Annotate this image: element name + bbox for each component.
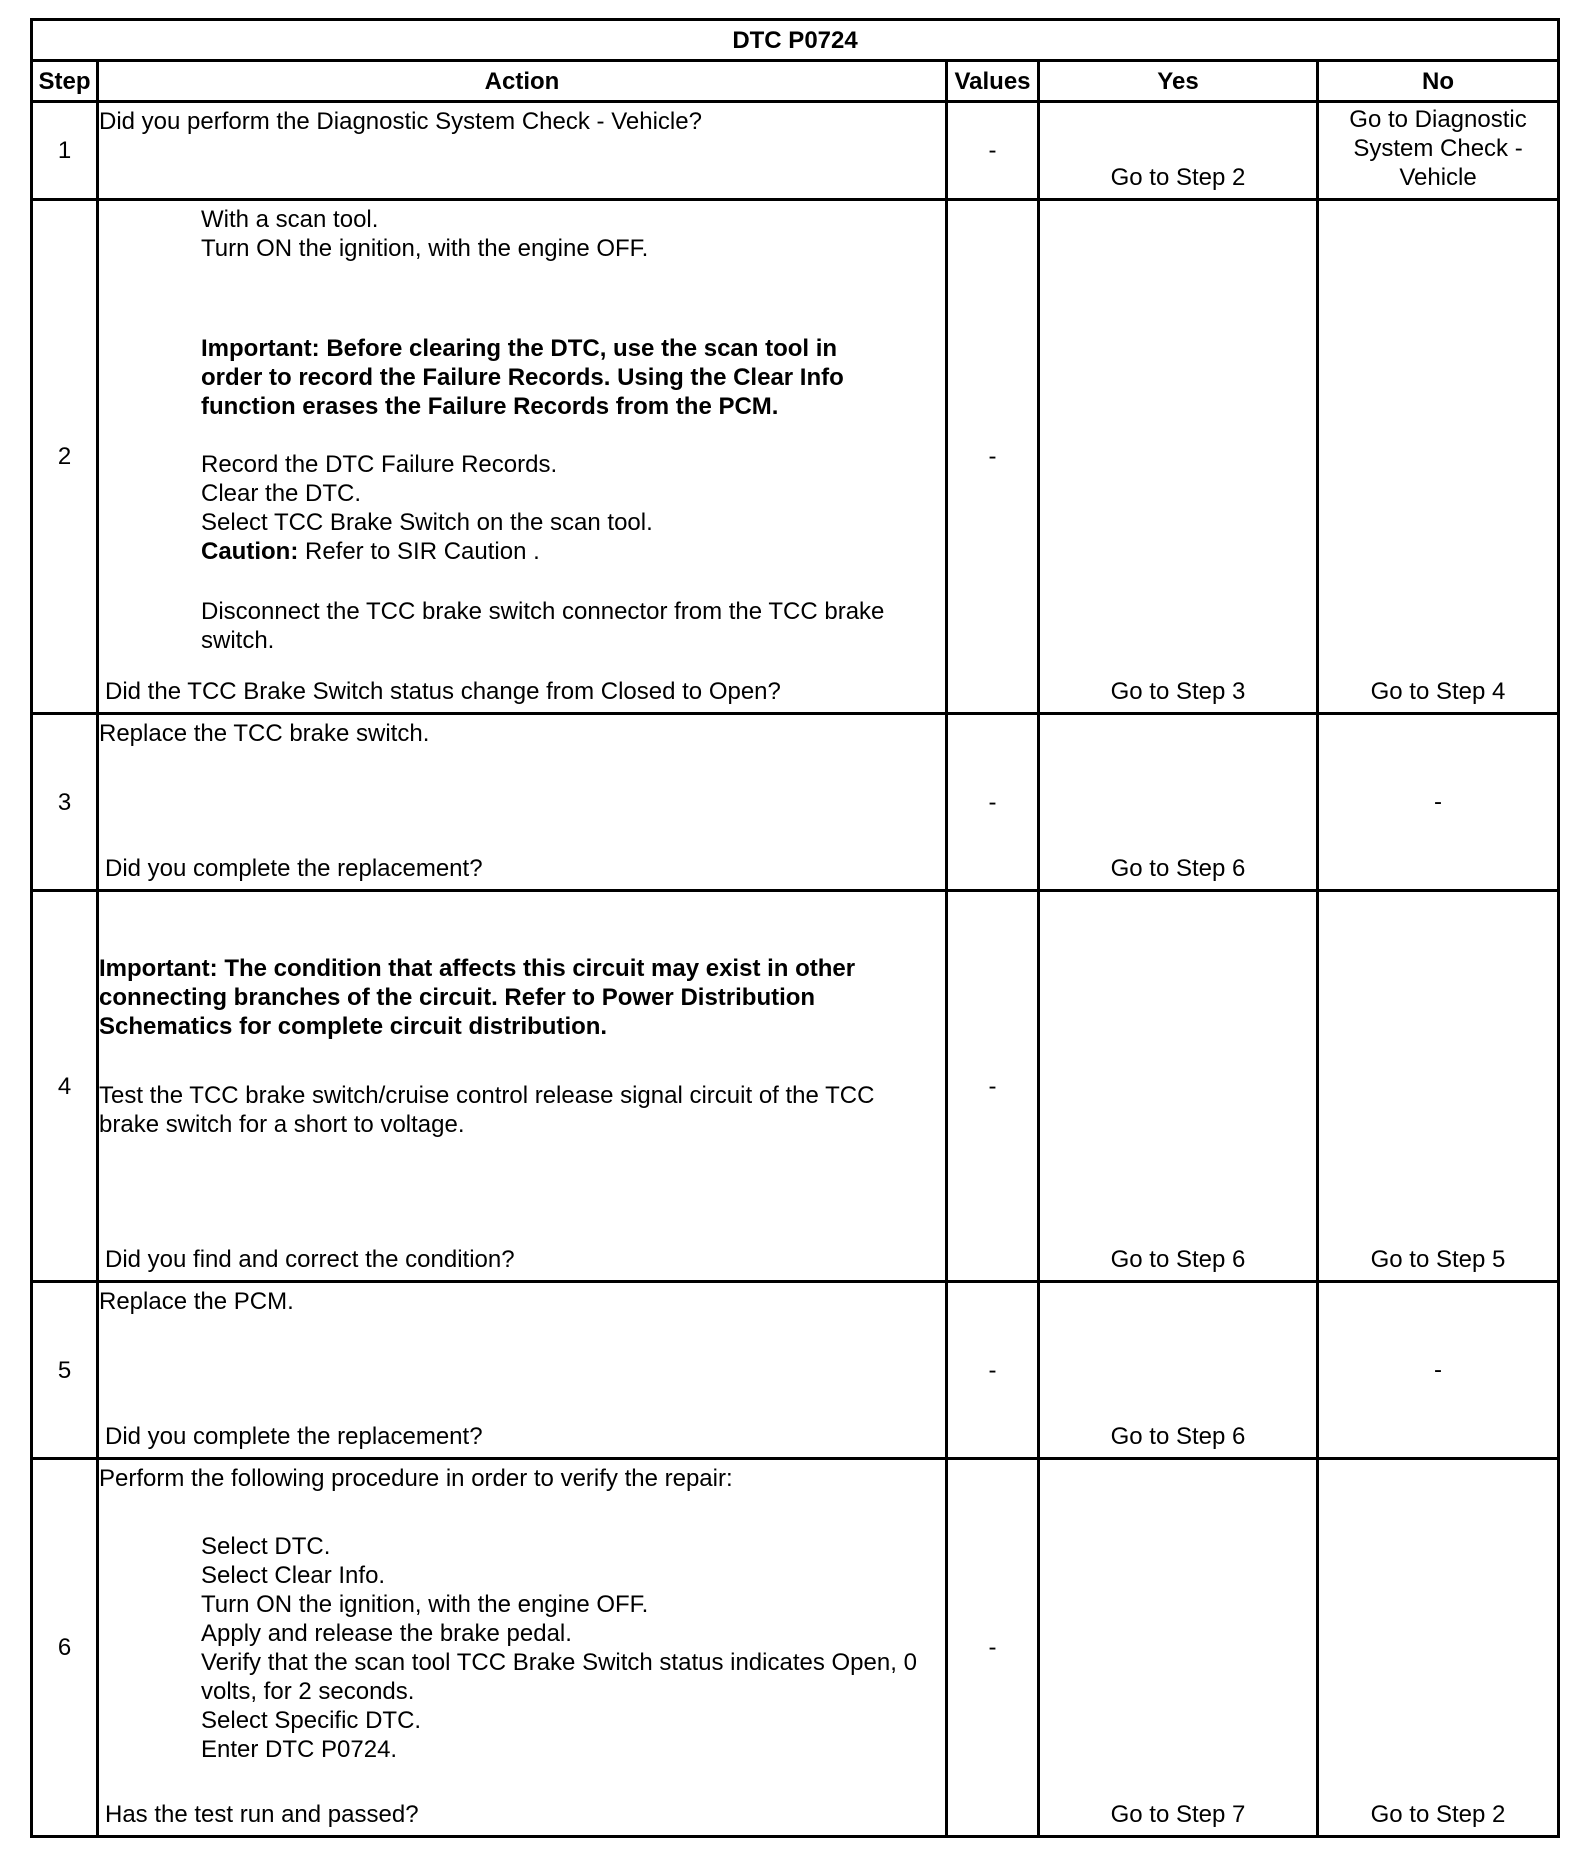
values-cell: - xyxy=(947,891,1039,1282)
caution-line xyxy=(99,537,945,566)
step-number: 3 xyxy=(32,714,98,891)
action-line: Clear the DTC. xyxy=(201,480,362,507)
header-no: No xyxy=(1318,61,1559,102)
action-line: Perform the following procedure in order to verify the repair: xyxy=(99,1465,733,1492)
no-cell xyxy=(1318,1459,1559,1837)
important-note: Important: The condition that affects this circuit may exist in other connecting branches of the circuit. Refer to Power Distribution Schematics for complete circuit distribution. xyxy=(99,955,856,1040)
action-line: Select Clear Info. xyxy=(201,1562,386,1589)
action-line: With a scan tool. xyxy=(201,206,379,233)
action-cell xyxy=(98,1459,947,1837)
yes-link[interactable]: Go to Step 6 xyxy=(1110,855,1246,882)
values-cell: - xyxy=(947,200,1039,714)
action-line: Replace the TCC brake switch. xyxy=(99,720,430,747)
no-cell xyxy=(1318,891,1559,1282)
step-question: Did the TCC Brake Switch status change from Closed to Open? xyxy=(105,678,781,705)
action-line: Turn ON the ignition, with the engine OFF. xyxy=(201,1591,649,1618)
action-line: Verify that the scan tool TCC Brake Switch status indicates Open, 0 volts, for 2 seconds. xyxy=(201,1649,917,1705)
action-line: Turn ON the ignition, with the engine OFF. xyxy=(201,235,649,262)
yes-link[interactable]: Go to Step 3 xyxy=(1110,678,1246,705)
no-cell xyxy=(1318,200,1559,714)
table-row xyxy=(32,891,1559,1282)
step-number: 5 xyxy=(32,1282,98,1459)
step-question: Did you complete the replacement? xyxy=(105,855,483,882)
yes-cell xyxy=(1039,1282,1318,1459)
action-line: Apply and release the brake pedal. xyxy=(201,1620,572,1647)
action-line: Select TCC Brake Switch on the scan tool. xyxy=(201,509,653,536)
action-cell xyxy=(98,102,947,200)
step-question: Has the test run and passed? xyxy=(105,1801,419,1828)
header-yes: Yes xyxy=(1039,61,1318,102)
no-cell xyxy=(1318,714,1559,891)
caution-link[interactable]: Refer to SIR Caution . xyxy=(304,538,540,565)
step-question: Did you complete the replacement? xyxy=(105,1423,483,1450)
yes-link[interactable]: Go to Step 6 xyxy=(1110,1423,1246,1450)
values-cell: - xyxy=(947,102,1039,200)
header-action: Action xyxy=(98,61,947,102)
yes-cell xyxy=(1039,891,1318,1282)
step-number: 2 xyxy=(32,200,98,714)
action-line: Enter DTC P0724. xyxy=(201,1736,398,1763)
step-number: 4 xyxy=(32,891,98,1282)
no-value: - xyxy=(1434,788,1443,816)
action-line: Test the TCC brake switch/cruise control release signal circuit of the TCC brake switch for a short to voltage. xyxy=(99,1082,875,1138)
table-row xyxy=(32,1282,1559,1459)
no-link[interactable]: Go to Step 4 xyxy=(1370,678,1506,705)
header-values: Values xyxy=(947,61,1039,102)
no-value: - xyxy=(1434,1356,1443,1384)
values-cell: - xyxy=(947,1459,1039,1837)
table-title: DTC P0724 xyxy=(32,20,1559,61)
dtc-table xyxy=(30,18,1560,1838)
no-cell xyxy=(1318,1282,1559,1459)
action-line: Disconnect the TCC brake switch connector from the TCC brake switch. xyxy=(201,598,885,654)
action-line: Select Specific DTC. xyxy=(201,1707,422,1734)
no-link[interactable]: Go to Diagnostic System Check - Vehicle xyxy=(1349,106,1527,191)
action-line: Select DTC. xyxy=(201,1533,331,1560)
action-cell xyxy=(98,891,947,1282)
values-cell: - xyxy=(947,714,1039,891)
table-row xyxy=(32,102,1559,200)
yes-cell xyxy=(1039,102,1318,200)
yes-link[interactable]: Go to Step 2 xyxy=(1110,164,1246,191)
step-number: 1 xyxy=(32,102,98,200)
yes-cell xyxy=(1039,714,1318,891)
action-cell xyxy=(98,714,947,891)
step-question: Did you perform the Diagnostic System Check - Vehicle? xyxy=(99,108,702,135)
no-link[interactable]: Go to Step 5 xyxy=(1370,1246,1506,1273)
header-step: Step xyxy=(32,61,98,102)
action-cell xyxy=(98,200,947,714)
table-row xyxy=(32,1459,1559,1837)
table-row xyxy=(32,714,1559,891)
table-row xyxy=(32,200,1559,714)
yes-cell xyxy=(1039,200,1318,714)
caution-label: Caution: xyxy=(201,538,299,565)
values-cell: - xyxy=(947,1282,1039,1459)
yes-link[interactable]: Go to Step 7 xyxy=(1110,1801,1246,1828)
no-cell xyxy=(1318,102,1559,200)
step-number: 6 xyxy=(32,1459,98,1837)
action-line: Replace the PCM. xyxy=(99,1288,294,1315)
step-question: Did you find and correct the condition? xyxy=(105,1246,515,1273)
no-link[interactable]: Go to Step 2 xyxy=(1370,1801,1506,1828)
yes-link[interactable]: Go to Step 6 xyxy=(1110,1246,1246,1273)
yes-cell xyxy=(1039,1459,1318,1837)
action-line: Record the DTC Failure Records. xyxy=(201,451,558,478)
important-note: Important: Before clearing the DTC, use the scan tool in order to record the Failure Records. Using the Clear Info function erases the Failure Records from the PCM. xyxy=(201,335,844,420)
action-cell xyxy=(98,1282,947,1459)
